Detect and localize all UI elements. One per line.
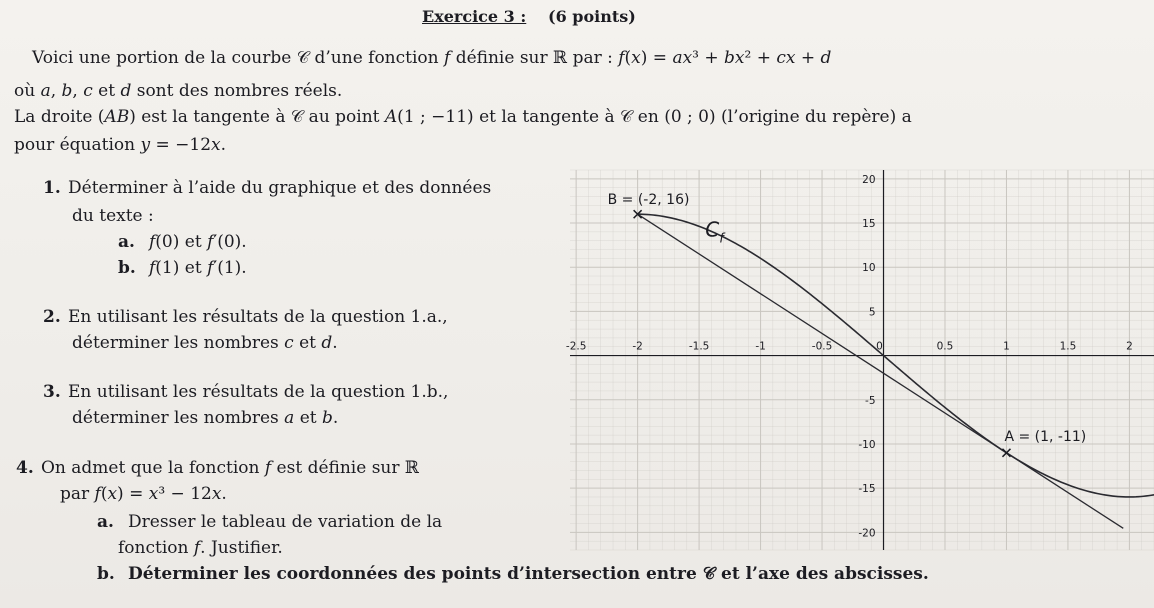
intro-line-2: où 𝑎, 𝑏, 𝑐 et 𝑑 sont des nombres réels.: [14, 81, 343, 101]
q1b-number: b.: [118, 258, 136, 278]
y-tick-label: 5: [868, 306, 876, 319]
intro-line-3: La droite (𝐴𝐵) est la tangente à 𝒞 au point 𝐴(1 ; −11) et la tangente à 𝒞 en (0 ; 0) (l’origine du repère) a: [14, 107, 912, 127]
origin-label: 0: [876, 340, 883, 353]
q4-number: 4.: [16, 458, 34, 478]
y-tick-label: 15: [862, 218, 876, 231]
x-tick-label: -2: [632, 340, 643, 353]
y-tick-label: -20: [858, 527, 876, 540]
y-tick-label: 20: [862, 173, 876, 186]
exercise-title: Exercice 3 :: [422, 7, 527, 26]
intro-line-4: pour équation 𝑦 = −12𝑥.: [14, 135, 227, 155]
x-tick-label: 1.5: [1059, 340, 1077, 353]
x-tick-label: -0.5: [811, 340, 833, 353]
x-tick-label: -1.5: [688, 340, 710, 353]
x-tick-label: -1: [755, 340, 766, 353]
tangent-line-ab: [638, 214, 1124, 528]
x-tick-label: 0.5: [936, 340, 954, 353]
q1a-number: a.: [118, 232, 135, 252]
curve-label: C: [705, 217, 720, 242]
q1a-text: 𝑓(0) et 𝑓′(0).: [149, 232, 247, 252]
q4a-line-2: fonction 𝑓. Justifier.: [118, 538, 283, 558]
curve-label-subscript: f: [719, 231, 724, 247]
q4a-line-1: Dresser le tableau de variation de la: [128, 512, 443, 532]
q4b-text: Déterminer les coordonnées des points d’intersection entre 𝒞 et l’axe des abscisses.: [128, 564, 929, 584]
q2-line-2: déterminer les nombres 𝑐 et 𝑑.: [72, 333, 338, 353]
q2-number: 2.: [43, 307, 61, 327]
tick-labels: [566, 174, 1133, 539]
y-tick-label: 10: [862, 262, 876, 275]
y-tick-label: -15: [858, 483, 876, 496]
q1b-text: 𝑓(1) et 𝑓′(1).: [149, 258, 247, 278]
point-a-label: A = (1, -11): [1004, 428, 1087, 445]
y-tick-label: -5: [865, 394, 876, 407]
q4b-number: b.: [97, 564, 115, 584]
point-b-label: B = (-2, 16): [607, 192, 690, 209]
q1-number: 1.: [43, 178, 61, 198]
exercise-points: (6 points): [548, 7, 636, 26]
x-tick-label: -2.5: [565, 340, 587, 353]
q3-line-1: En utilisant les résultats de la question 1.b.,: [68, 382, 449, 402]
q1-line-2: du texte :: [72, 206, 154, 226]
y-tick-label: -10: [858, 438, 876, 451]
q4-line-1: On admet que la fonction 𝑓 est définie sur ℝ: [41, 458, 420, 478]
q3-number: 3.: [43, 382, 61, 402]
q2-line-1: En utilisant les résultats de la question 1.a.,: [68, 307, 448, 327]
intro-line-1: Voici une portion de la courbe 𝒞 d’une fonction 𝑓 définie sur ℝ par : 𝑓(𝑥) = 𝑎𝑥³ + 𝑏𝑥² + 𝑐𝑥 + 𝑑: [32, 48, 832, 68]
q4a-number: a.: [97, 512, 114, 532]
x-tick-label: 2: [1126, 340, 1133, 353]
q4-line-2: par 𝑓(𝑥) = 𝑥³ − 12𝑥.: [60, 484, 227, 504]
q3-line-2: déterminer les nombres 𝑎 et 𝑏.: [72, 408, 339, 428]
q1-line-1: Déterminer à l’aide du graphique et des données: [68, 178, 492, 198]
x-tick-label: 1: [1003, 340, 1010, 353]
function-graph: [565, 160, 1154, 565]
